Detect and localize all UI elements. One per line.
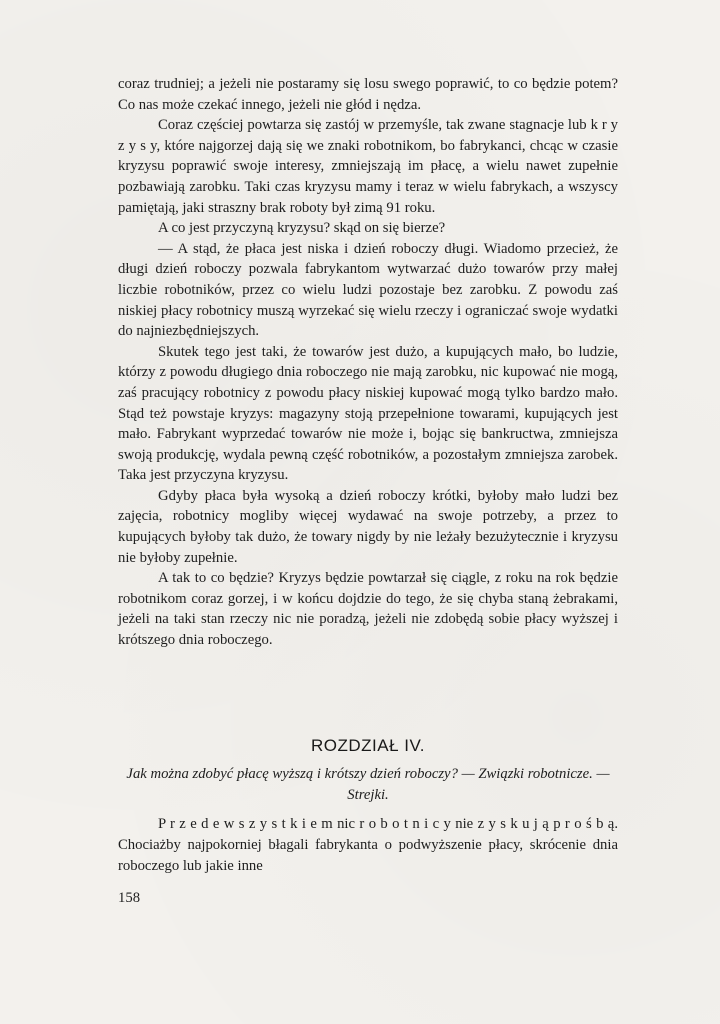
paragraph-effect: Skutek tego jest taki, że towarów jest dużo, a kupujących mało, bo ludzie, którzy z powodu długiego dnia roboczego nie mają zarobku, nic kupować nie mogą, zaś pracujący robotnicy z powodu płacy niskiej kupować mogą tylko bardzo mało. Stąd też powstaje kryzys: magazyny stoją przepełnione towarami, kupujących jest mało. Fabrykant wyprzedać towarów nie może i, bojąc się bankructwa, zmniejsza swoją produkcję, wydala pewną część robotników, a pozostałym zmniejsza zarobek. Taka jest przyczyna kryzysu.	[118, 343, 618, 484]
chapter-subtitle: Jak można zdobyć płacę wyższą i krótszy dzień roboczy? — Związki robotnicze. — Strejki.	[126, 766, 610, 803]
page-number: 158	[118, 890, 141, 906]
paragraph-conclusion: A tak to co będzie? Kryzys będzie powtarzał się ciągle, z roku na rok będzie robotnikom coraz gorzej, i w końcu dojdzie do tego, że się chyba staną żebrakami, jeżeli na taki stan rzeczy nic nie poradzą, jeżeli nie zdobędą sobie płacy wyższej i krótszego dnia roboczego.	[118, 570, 618, 649]
chapter-heading: ROZDZIAŁ IV.	[310, 736, 425, 755]
paragraph-answer: — A stąd, że płaca jest niska i dzień roboczy długi. Wiadomo przecież, że długi dzień roboczy pozwala fabrykantom wytwarzać dużo towarów przy małej liczbie robotników, przez co wielu ludzi pozostaje bez zarobku. Z powodu zaś niskiej płacy robotnicy muszą wyrzekać się wielu rzeczy i ograniczać swoje wydatki do najniezbędniejszych.	[118, 240, 618, 340]
paragraph-crisis: Coraz częściej powtarza się zastój w przemyśle, tak zwane stagnacje lub k r y z y s y, które najgorzej dają się we znaki robotnikom, bo fabrykanci, chcąc w czasie kryzysu poprawić swoje interesy, zmniejszają im płacę, a wielu nawet zupełnie pozbawiają zarobku. Taki czas kryzysu mamy i teraz w wielu fabrykach, a wszyscy pamiętają, jaki straszny brak roboty był zimą 91 roku.	[118, 117, 618, 216]
paragraph-hypothetical: Gdyby płaca była wysoką a dzień roboczy krótki, byłoby mało ludzi bez zajęcia, robotnicy mogliby więcej wydawać na swoje potrzeby, a przez to kupujących byłoby tak dużo, że towary nigdy by nie leżały bezużytecznie i kryzysu nie byłoby zupełnie.	[118, 487, 618, 566]
paragraph-continuation: coraz trudniej; a jeżeli nie postaramy się losu swego poprawić, to co będzie potem? Co nas może czekać innego, jeżeli nie głód i nędza.	[118, 76, 618, 113]
chapter-text	[118, 814, 618, 877]
paragraph-question: A co jest przyczyną kryzysu? skąd on się bierze?	[158, 220, 446, 237]
chapter-paragraph: P r z e d e w s z y s t k i e m nic r o b o t n i c y nie z y s k u j ą p r o ś b ą. Chociażby najpokorniej błagali fabrykanta o podwyższenie płacy, skrócenie dnia roboczego lub jakie inne	[118, 816, 618, 874]
body-text	[118, 74, 618, 651]
